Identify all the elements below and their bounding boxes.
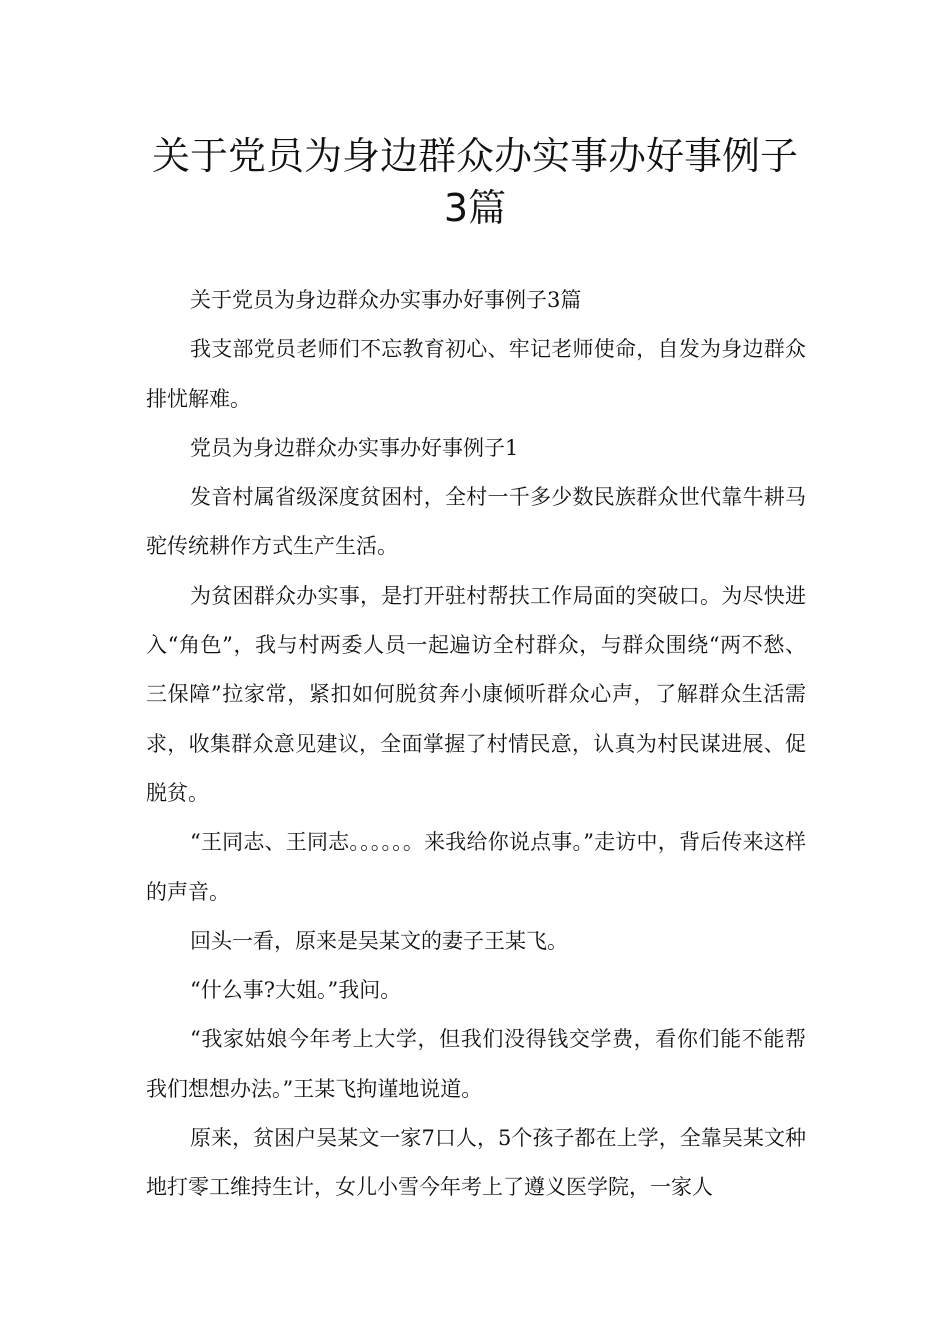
paragraph: 为贫困群众办实事，是打开驻村帮扶工作局面的突破口。为尽快进入“角色”，我与村两委人员一起遍访全村群众，与群众围绕“两不愁、三保障”拉家常，紧扣如何脱贫奔小康倾听群众心声，了解群众生活需求，收集群众意见建议，全面掌握了村情民意，认真为村民谋进展、促脱贫。 [146, 583, 806, 805]
paragraph-intro: 关于党员为身边群众办实事办好事例子3篇 [190, 288, 582, 312]
paragraph: “什么事?大姐。”我问。 [190, 978, 402, 1003]
document-body [146, 276, 806, 1213]
document-title-continuation: 3篇 [443, 186, 507, 230]
paragraph: “王同志、王同志。。。。。。来我给你说点事。”走访中，背后传来这样的声音。 [146, 830, 806, 904]
paragraph: 发音村属省级深度贫困村，全村一千多少数民族群众世代靠牛耕马驼传统耕作方式生产生活。 [146, 485, 806, 559]
paragraph: 回头一看，原来是吴某文的妻子王某飞。 [190, 928, 568, 953]
paragraph: 原来，贫困户吴某文一家7口人，5个孩子都在上学，全靠吴某文种地打零工维持生计，女儿小雪今年考上了遵义医学院，一家人 [146, 1126, 806, 1200]
paragraph: “我家姑娘今年考上大学，但我们没得钱交学费，看你们能不能帮我们想想办法。”王某飞拘谨地说道。 [146, 1027, 806, 1101]
section-heading: 党员为身边群众办实事办好事例子1 [190, 435, 519, 460]
paragraph: 我支部党员老师们不忘教育初心、牢记老师使命，自发为身边群众排忧解难。 [146, 337, 806, 411]
document-title: 关于党员为身边群众办实事办好事例子 [151, 134, 798, 178]
